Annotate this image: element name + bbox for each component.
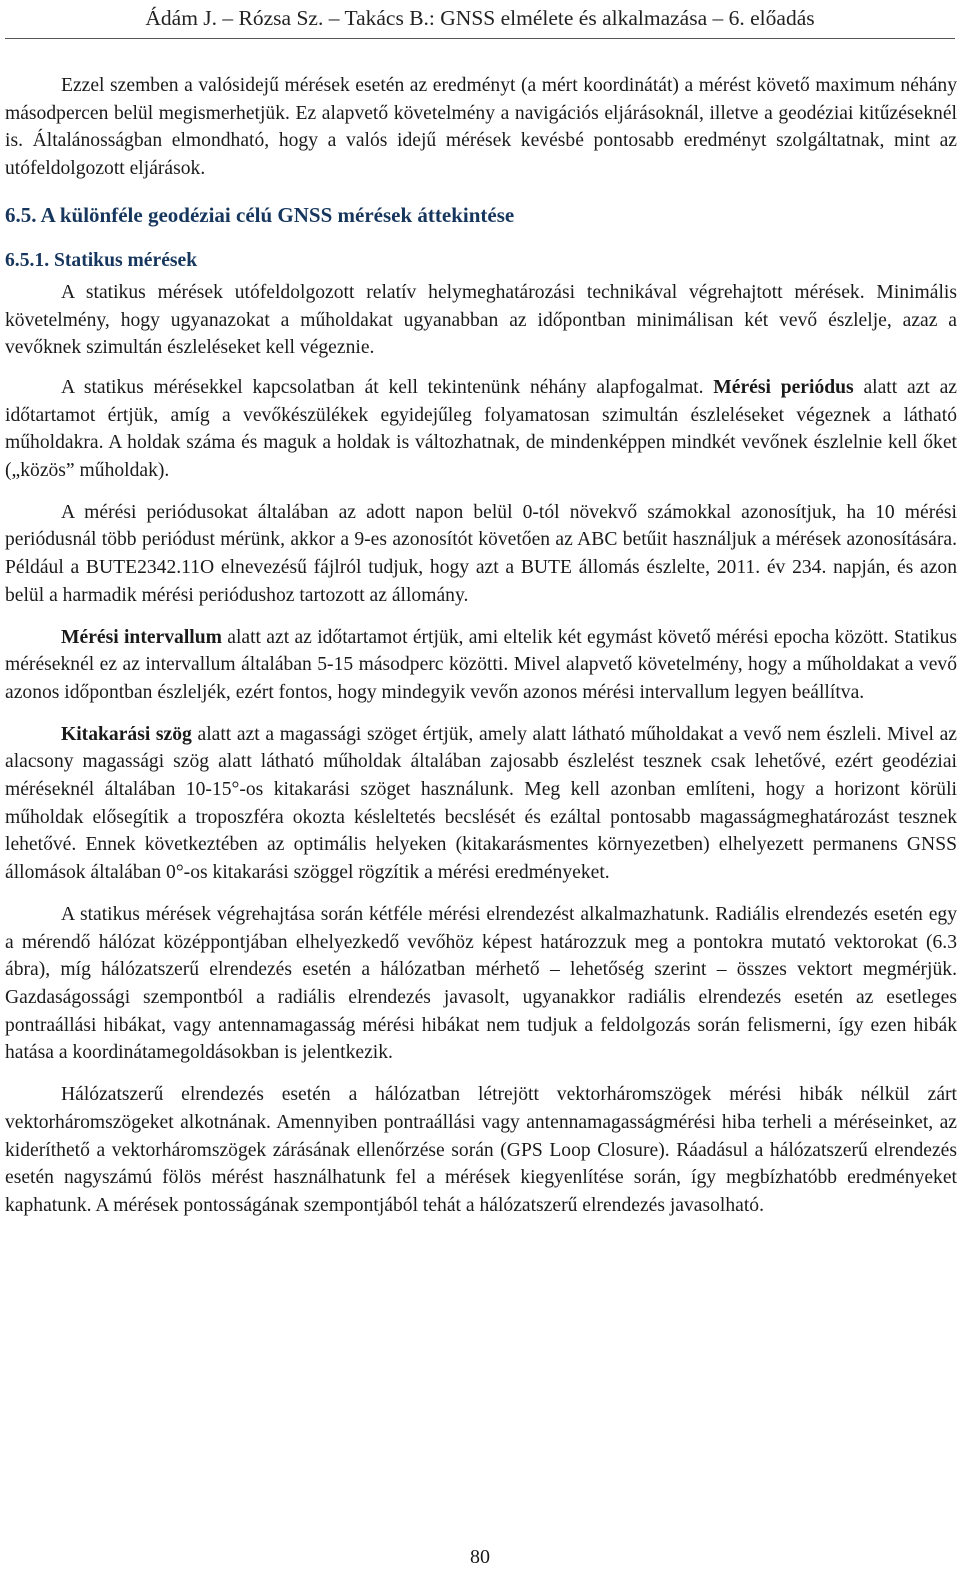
header-rule (5, 38, 955, 39)
term-measurement-interval: Mérési intervallum (61, 626, 222, 648)
paragraph-static-definition: A statikus mérések utófeldolgozott relatív helymeghatározási technikával végrehajtott mérések. Minimális követelmény, hogy ugyanazokat a műholdakat ugyanabban az időpontban minimálisan két vevő észlelje, azaz a vevőknek szimultán észleléseket kell végeznie. (5, 281, 957, 359)
running-header: Ádám J. – Rózsa Sz. – Takács B.: GNSS elmélete és alkalmazása – 6. előadás (145, 6, 815, 30)
paragraph-elevation-mask (5, 721, 957, 887)
term-elevation-mask: Kitakarási szög (61, 723, 192, 745)
paragraph-network-layout: Hálózatszerű elrendezés esetén a hálózatban létrejött vektorháromszögek mérési hibák nélkül zárt vektorháromszögeket alkotnának. Amennyiben pontraállási vagy antennamagasságmérési hiba terheli a méréseinket, az kideríthető a vektorháromszögek zárásának ellenőrzése során (GPS Loop Closure). Ráadásul a hálózatszerű elrendezés esetén nagyszámú fölös mérést használhatunk fel a mérések kiegyenlítése során, így megbízhatóbb eredményeket kaphatunk. A mérések pontosságának szempontjából tehát a hálózatszerű elrendezés javasolható. (5, 1084, 957, 1216)
subsection-heading: 6.5.1. Statikus mérések (5, 249, 198, 271)
term-measurement-period: Mérési periódus (713, 376, 854, 398)
paragraph-period-naming: A mérési periódusokat általában az adott napon belül 0-tól növekvő számokkal azonosítjuk, ha 10 mérési periódusnál több periódust mérünk, akkor a 9-es azonosítót követően az ABC betűit használjuk a mérések azonosítására. Például a BUTE2342.11O elnevezésű fájlról tudjuk, hogy azt a BUTE állomás észlelte, 2011. év 234. napján, és azon belül a harmadik mérési periódushoz tartozott az állomány. (5, 501, 957, 606)
paragraph-survey-layout: A statikus mérések végrehajtása során kétféle mérési elrendezést alkalmazhatunk. Radiális elrendezés esetén egy a mérendő hálózat középpontjában elhelyezkedő vevőhöz képest határozzuk meg a pontokra mutató vektorokat (6.3 ábra), míg hálózatszerű elrendezés esetén a hálózatban mérhető – lehetőség szerint – összes vektort megmérjük. Gazdaságossági szempontból a radiális elrendezés javasolt, ugyanakkor radiális elrendezés esetén az esetleges pontraállási hibákat, vagy antennamagasság mérési hibákat nem tudjuk a feldolgozás során felismerni, így ezen hibák hatása a koordinátamegoldásokban is jelentkezik. (5, 903, 957, 1064)
paragraph-text: A statikus mérésekkel kapcsolatban át kell tekintenünk néhány alapfogalmat. (61, 376, 714, 398)
paragraph-measurement-interval (5, 624, 957, 707)
intro-paragraph: Ezzel szemben a valósidejű mérések esetén az eredményt (a mért koordinátát) a mérést követő maximum néhány másodpercen belül megismerhetjük. Ez alapvető követelmény a navigációs eljárásoknál, illetve a geodéziai kitűzéseknél is. Általánosságban elmondható, hogy a valós idejű mérések kevésbé pontosabb eredményt szolgáltatnak, mint az utófeldolgozott eljárások. (5, 75, 957, 180)
document-body (5, 72, 957, 1220)
paragraph-text: alatt azt az időtartamot értjük, ami eltelik két egymást követő mérési epocha között. Statikus méréseknél ez az intervallum általában 5-15 másodperc közötti. Mivel alapvető követelmény, hogy a műholdakat a vevő azonos időpontban észleljék, ezért fontos, hogy mindegyik vevőn azonos mérési intervallum legyen beállítva. (5, 626, 957, 703)
section-heading: 6.5. A különféle geodéziai célú GNSS mérések áttekintése (5, 202, 515, 227)
paragraph-measurement-period (5, 374, 957, 485)
paragraph-text: alatt azt az időtartamot értjük, amíg a vevőkészülékek egyidejűleg folyamatosan szimultán észleléseket végeznek a látható műholdakra. A holdak száma és maguk a holdak is változhatnak, de mindenképpen mindkét vevőnek észlelnie kell őket („közös” műholdak). (5, 376, 957, 482)
page-number: 80 (470, 1546, 490, 1568)
paragraph-text: alatt azt a magassági szöget értjük, amely alatt látható műholdakat a vevő nem észleli. Mivel az alacsony magassági szög alatt látható műholdak általában zajosabb észlelést tesznek csak lehetővé, ezért geodéziai méréseknél általában 10-15°-os kitakarási szöget használunk. Meg kell azonban említeni, hogy a horizont körüli műholdak elősegítik a troposzféra okozta késleltetés becslését és ezáltal pontosabb magasságmeghatározást tesznek lehetővé. Ennek következtében az optimális helyeken (kitakarásmentes környezetben) elhelyezett permanens GNSS állomások általában 0°-os kitakarási szöggel rögzítik a mérési eredményeket. (5, 723, 957, 884)
